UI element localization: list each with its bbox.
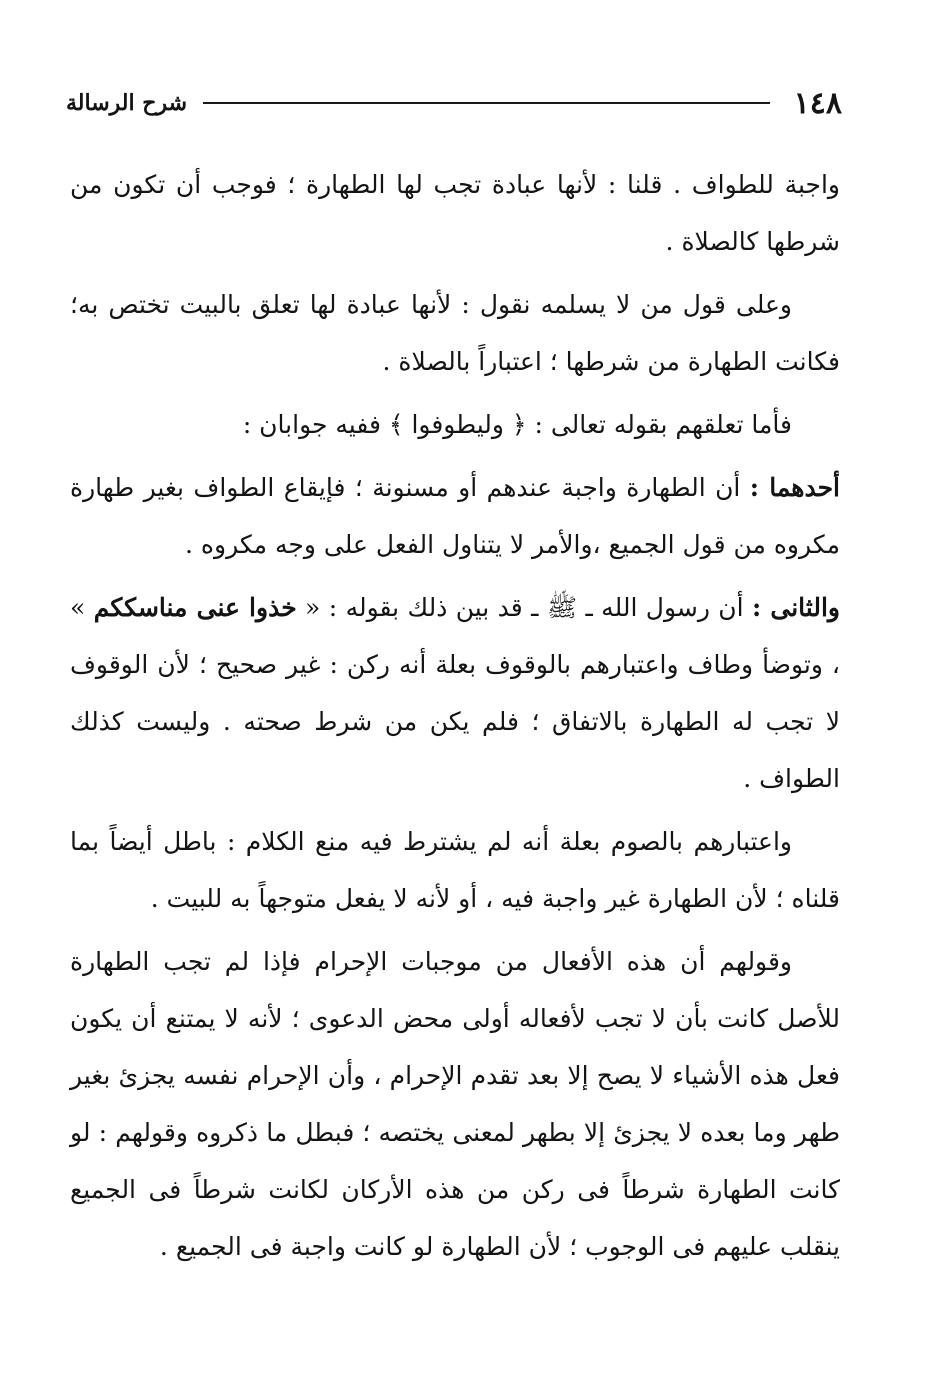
paragraph-1 [70, 156, 840, 270]
page-header [66, 80, 842, 126]
paragraph-text: فأما تعلقهم بقوله تعالى : ﴿ وليطوفوا ﴾ ففيه جوابان : [242, 410, 792, 439]
page-number: ١٤٨ [793, 85, 842, 121]
paragraph-text: أن رسول الله ـ ﷺ ـ قد بين ذلك بقوله : « [296, 593, 752, 622]
paragraph-7 [70, 933, 840, 1275]
paragraph-2 [70, 276, 840, 390]
answer-two-label: والثانى : [752, 593, 840, 622]
answer-one-label: أحدهما : [749, 473, 840, 502]
page-body [70, 156, 840, 1281]
paragraph-text: أن الطهارة واجبة عندهم أو مسنونة ؛ فإيقاع الطواف بغير طهارة مكروه من قول الجميع ،والأمر لا يتناول الفعل على وجه مكروه . [70, 473, 840, 559]
header-rule [203, 102, 770, 104]
paragraph-6 [70, 813, 840, 927]
paragraph-text: وعلى قول من لا يسلمه نقول : لأنها عبادة لها تعلق بالبيت تختص به؛ فكانت الطهارة من شرطها ؛ اعتباراً بالصلاة . [70, 290, 840, 376]
paragraph-text: واعتبارهم بالصوم بعلة أنه لم يشترط فيه منع الكلام : باطل أيضاً بما قلناه ؛ لأن الطهارة غير واجبة فيه ، أو لأنه لا يفعل متوجهاً به للبيت . [70, 827, 840, 913]
paragraph-5 [70, 579, 840, 807]
paragraph-text: وقولهم أن هذه الأفعال من موجبات الإحرام فإذا لم تجب الطهارة للأصل كانت بأن لا تجب لأفعاله أولى محض الدعوى ؛ لأنه لا يمتنع أن يكون فعل هذه الأشياء لا يصح إلا بعد تقدم الإحرام ، وأن الإحرام نفسه يجزئ بغير طهر وما بعده لا يجزئ إلا بطهر لمعنى يختصه ؛ فبطل ما ذكروه وقولهم : لو كانت الطهارة شرطاً فى ركن من هذه الأركان لكانت شرطاً فى الجميع ينقلب عليهم فى الوجوب ؛ لأن الطهارة لو كانت واجبة فى الجميع . [70, 947, 840, 1261]
running-title: شرح الرسالة [66, 90, 188, 116]
paragraph-3 [70, 396, 840, 453]
paragraph-text: » ، وتوضأ وطاف واعتبارهم بالوقوف بعلة أنه ركن : غير صحيح ؛ لأن الوقوف لا تجب له الطهارة بالاتفاق ؛ فلم يكن من شرط صحته . وليست كذلك الطواف . [70, 593, 840, 793]
paragraph-4 [70, 459, 840, 573]
hadith-quote: خذوا عنى مناسككم [93, 593, 297, 622]
paragraph-text: واجبة للطواف . قلنا : لأنها عبادة تجب لها الطهارة ؛ فوجب أن تكون من شرطها كالصلاة . [70, 170, 840, 256]
